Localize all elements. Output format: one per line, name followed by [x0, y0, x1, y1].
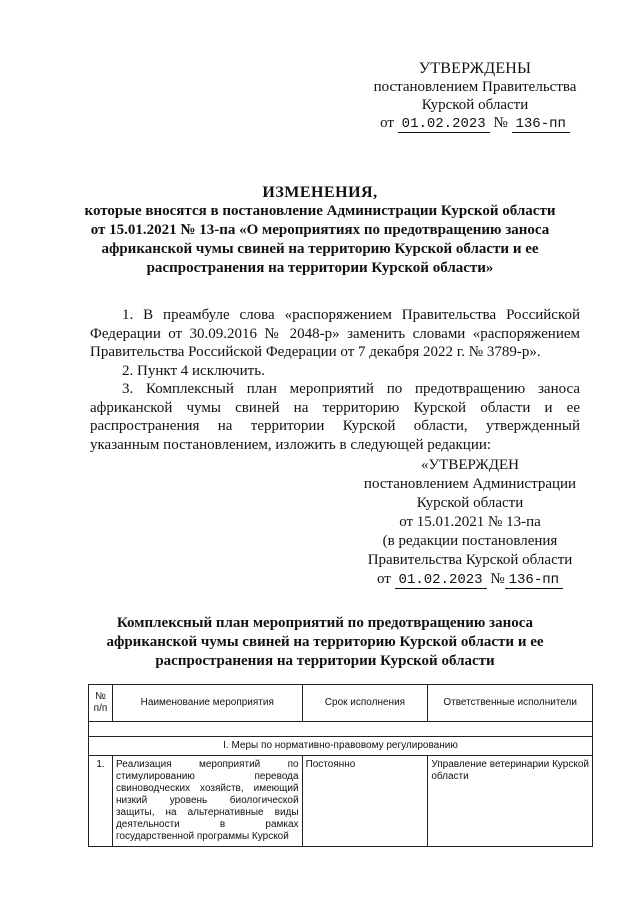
plan-title-line: распространения на территории Курской области — [155, 653, 495, 669]
inner-approval-line: постановлением Администрации — [363, 476, 577, 492]
plan-title-line: африканской чумы свиней на территорию Курской области и ее — [106, 634, 544, 650]
inner-approval-date: 01.02.2023 — [395, 572, 487, 589]
inner-approval-date-line: от 01.02.2023 № 136-пп — [350, 570, 590, 590]
approval-date: 01.02.2023 — [398, 116, 490, 133]
approval-block — [360, 60, 590, 133]
title-line: африканской чумы свиней на территорию Курской области и ее — [101, 241, 539, 257]
inner-approval-line: от 15.01.2021 № 13-па — [399, 514, 541, 530]
section-heading: I. Меры по нормативно-правовому регулированию — [89, 737, 593, 756]
row-name: Реализация мероприятий по стимулированию перевода свиноводческих хозяйств, имеющий низкий уровень биологической защиты, на альтернативные виды деятельности в рамках государственной программы Курской — [112, 756, 302, 847]
table-header-row — [89, 685, 593, 722]
inner-approval-line: (в редакции постановления — [382, 533, 558, 549]
approval-line: постановлением Правительства — [373, 79, 577, 95]
approval-heading: УТВЕРЖДЕНЫ — [418, 60, 532, 77]
row-term: Постоянно — [302, 756, 428, 847]
inner-approval-number: 136-пп — [505, 572, 563, 589]
plan-table — [88, 684, 593, 847]
row-executor: Управление ветеринарии Курской области — [428, 756, 593, 847]
document-title — [80, 183, 560, 278]
paragraph: 3. Комплексный план мероприятий по предотвращению заноса африканской чумы свиней на территорию Курской области и ее распространения на территории Курской области, утвержденный указанным постановлением, изложить в следующей редакции: — [90, 381, 580, 453]
paragraph: 2. Пункт 4 исключить. — [122, 362, 265, 379]
title-line: от 15.01.2021 № 13-па «О мероприятиях по предотвращению заноса — [90, 222, 550, 238]
inner-approval-line: Курской области — [416, 495, 524, 511]
table-section-row — [89, 737, 593, 756]
plan-title-line: Комплексный план мероприятий по предотвращению заноса — [116, 615, 534, 631]
table-row — [89, 756, 593, 847]
inner-approval-heading: «УТВЕРЖДЕН — [421, 457, 519, 473]
paragraph: 1. В преамбуле слова «распоряжением Правительства Российской Федерации от 30.09.2016 № 2048-р» заменить словами «распоряжением Правительства Российской Федерации от 7 декабря 2022 г. № 3789-р». — [90, 307, 580, 360]
header-name: Наименование мероприятия — [112, 685, 302, 722]
title-line: которые вносятся в постановление Администрации Курской области — [84, 203, 556, 219]
inner-approval-block — [350, 456, 590, 590]
inner-approval-line: Правительства Курской области — [367, 552, 573, 568]
table-spacer-row — [89, 722, 593, 737]
approval-date-line: от 01.02.2023 № 136-пп — [360, 114, 590, 133]
body-text — [90, 306, 580, 454]
header-executor: Ответственные исполнители — [428, 685, 593, 722]
approval-number: 136-пп — [512, 116, 570, 133]
title-heading: ИЗМЕНЕНИЯ, — [262, 184, 378, 201]
approval-line: Курской области — [421, 97, 529, 113]
plan-title — [90, 614, 560, 671]
title-line: распространения на территории Курской области» — [146, 260, 494, 276]
row-number: 1. — [89, 756, 113, 847]
header-term: Срок исполнения — [302, 685, 428, 722]
header-number: № п/п — [89, 685, 113, 722]
